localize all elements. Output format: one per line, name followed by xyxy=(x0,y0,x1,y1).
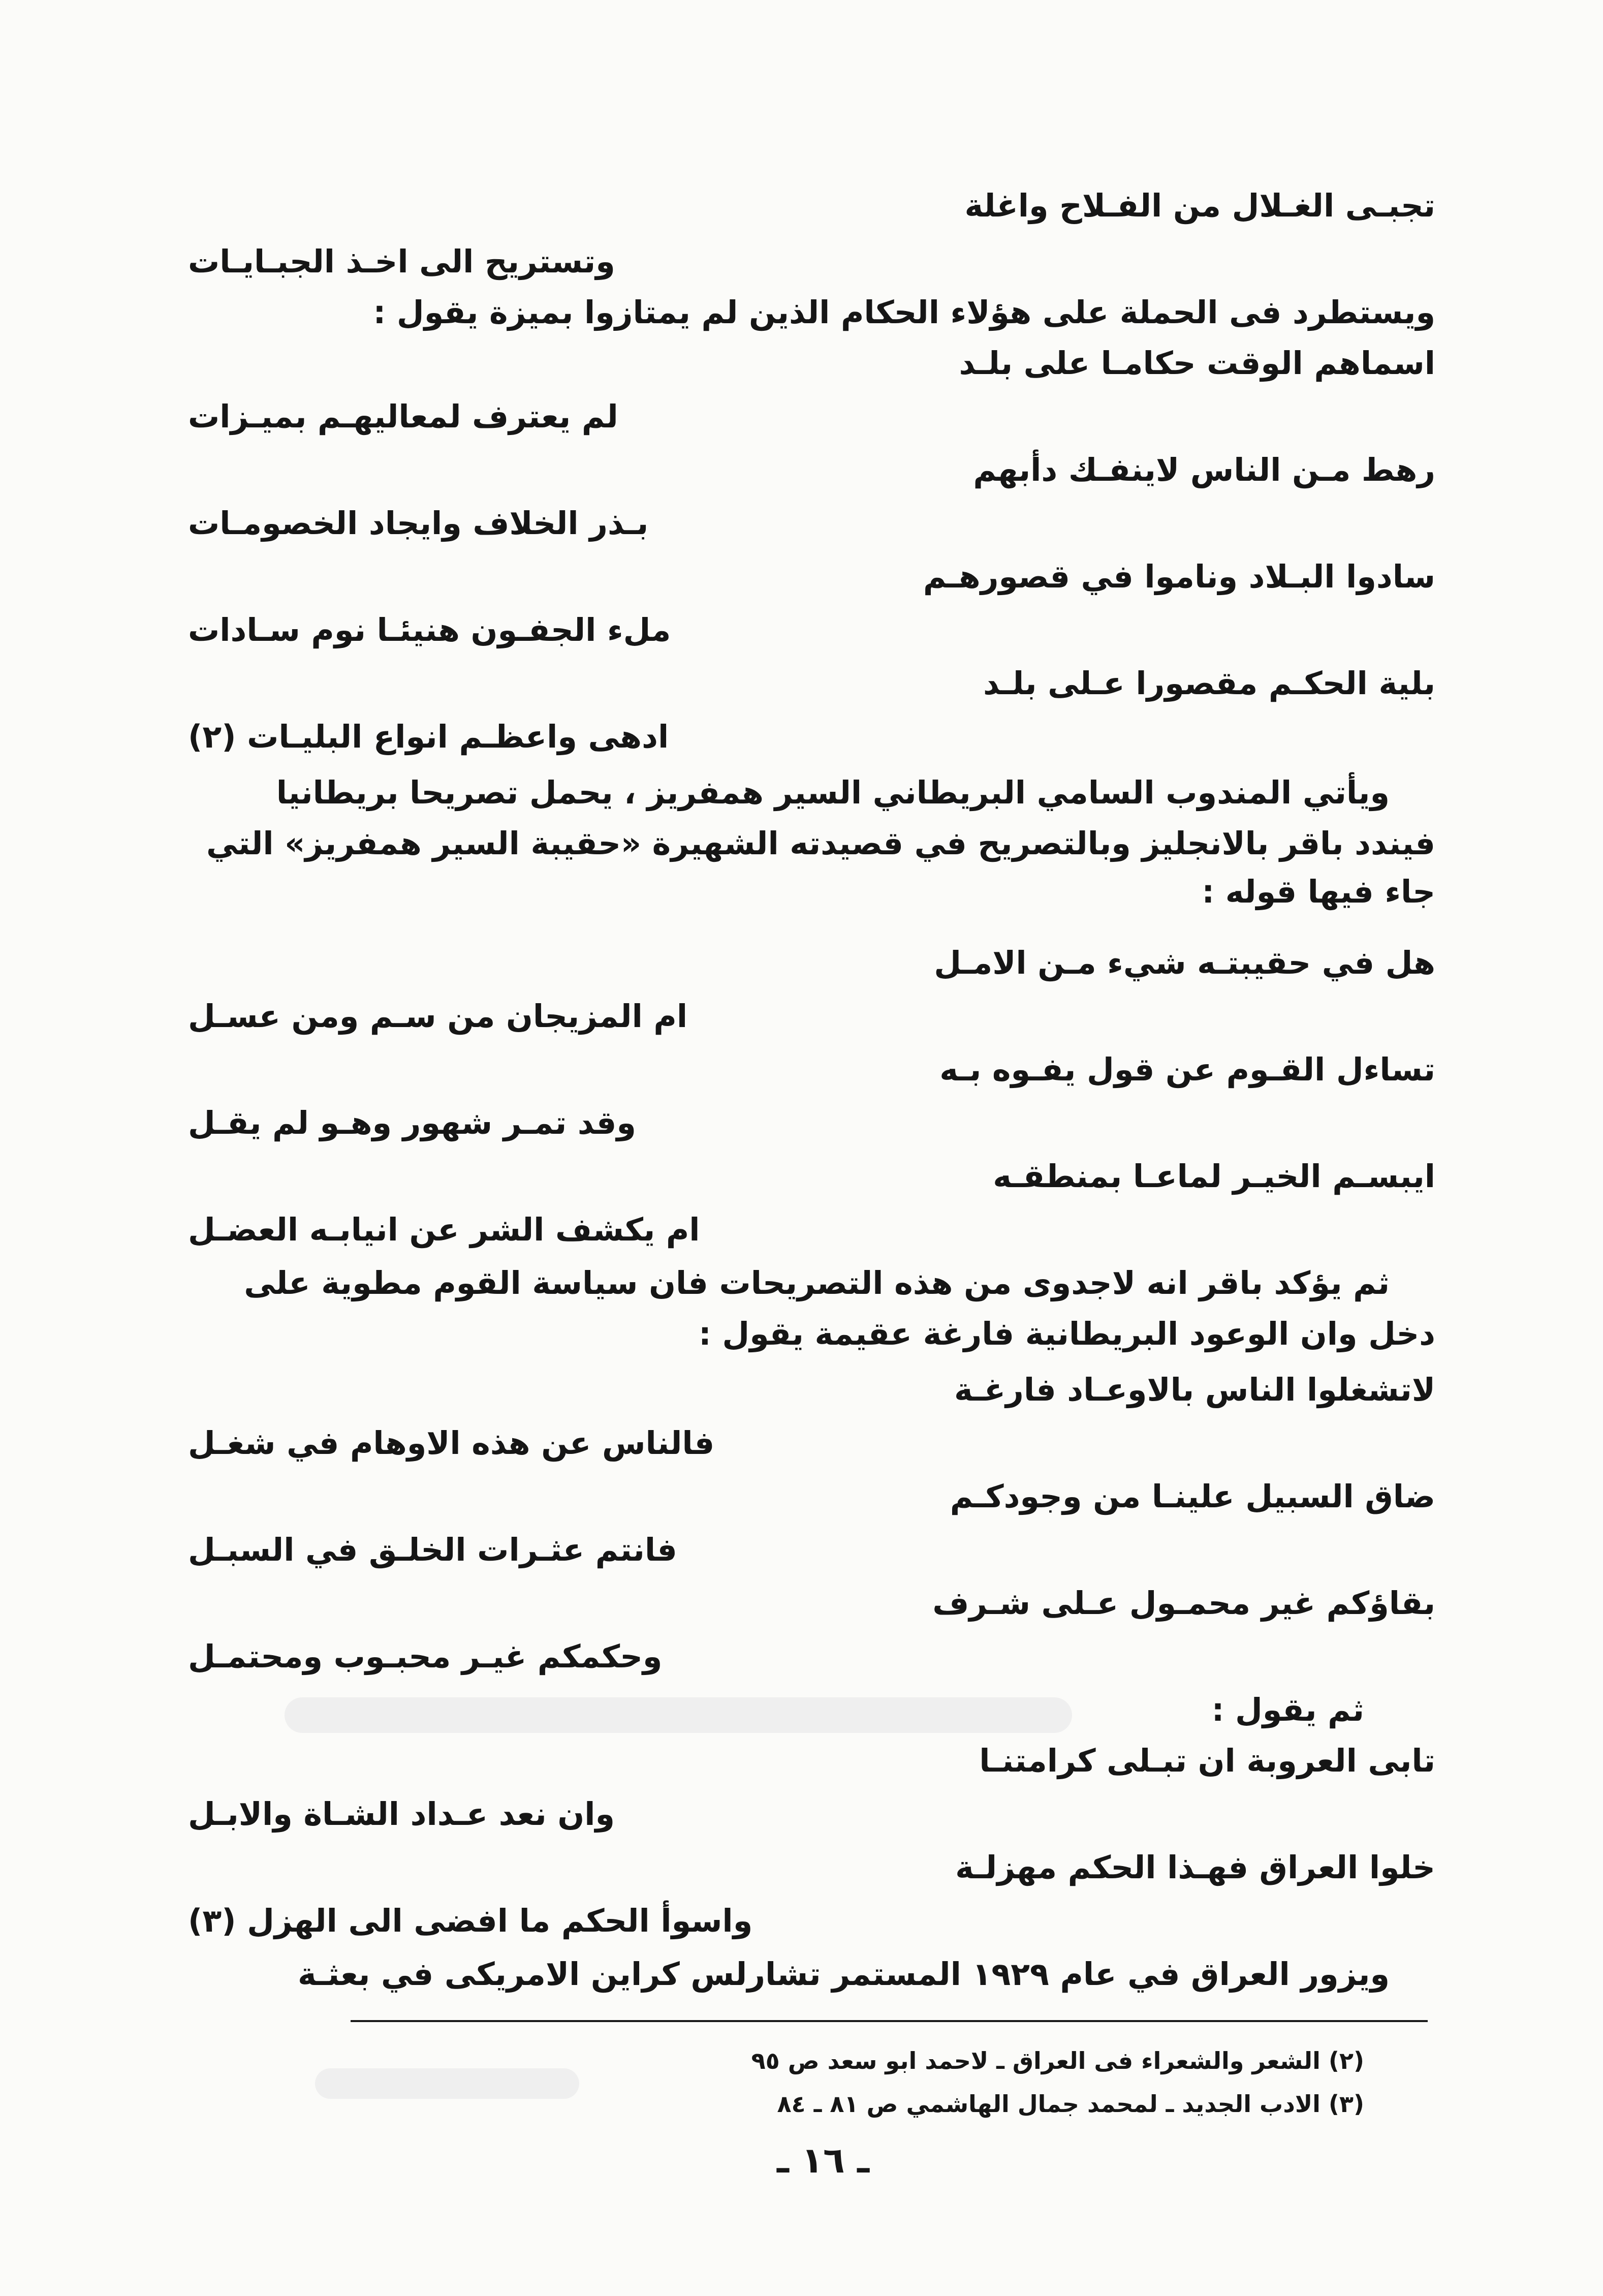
paragraph-line: فيندد باقر بالانجليز وبالتصريح في قصيدته الشهيرة «حقيبة السير همفريز» التي xyxy=(206,825,1435,862)
verse-line: اسماهم الوقت حكامـا على بلـد xyxy=(959,345,1435,382)
verse-line: فالناس عن هذه الاوهام في شغـل xyxy=(188,1424,715,1462)
verse-line: ايبسـم الخيـر لماعـا بمنطقـه xyxy=(993,1158,1435,1195)
verse-line: بـذر الخلاف وايجاد الخصومـات xyxy=(188,505,649,542)
verse-line: وان نعد عـداد الشـاة والابـل xyxy=(188,1795,615,1833)
paragraph-line: ويزور العراق في عام ١٩٢٩ المستمر تشارلس كراين الامريكى في بعثـة xyxy=(297,1956,1390,1993)
paragraph-line: ويستطرد فى الحملة على هؤلاء الحكام الذين لم يمتازوا بميزة يقول : xyxy=(373,294,1435,331)
verse-line: تساءل القـوم عن قول يفـوه بـه xyxy=(939,1051,1435,1088)
paragraph-line: دخل وان الوعود البريطانية فارغة عقيمة يقول : xyxy=(699,1315,1435,1352)
scan-smudge xyxy=(315,2068,579,2099)
verse-line: بلية الحكـم مقصورا عـلى بلـد xyxy=(983,665,1435,702)
verse-line: لاتشغلوا الناس بالاوعـاد فارغـة xyxy=(954,1371,1435,1408)
paragraph-line: ثم يقول : xyxy=(1211,1691,1364,1728)
verse-line: هل في حقيبتـه شيء مـن الامـل xyxy=(934,944,1435,981)
verse-line: لم يعترف لمعاليهـم بميـزات xyxy=(188,398,618,435)
verse-line: ام المزيجان من سـم ومن عسـل xyxy=(188,998,688,1035)
verse-line: سادوا البـلاد وناموا في قصورهـم xyxy=(923,558,1435,595)
verse-line: بقاؤكم غير محمـول عـلى شـرف xyxy=(932,1585,1435,1622)
verse-line: وقد تمـر شهور وهـو لم يقـل xyxy=(188,1104,636,1141)
footnote: (٣) الادب الجديد ـ لمحمد جمال الهاشمي ص ٨١ ـ ٨٤ xyxy=(777,2090,1364,2118)
verse-line: تابى العروبة ان تبـلى كرامتنـا xyxy=(979,1742,1435,1779)
verse-line: ادهى واعظـم انواع البليـات (٢) xyxy=(188,718,669,755)
verse-line: ملء الجفـون هنيئـا نوم سـادات xyxy=(188,611,671,648)
verse-line: خلوا العراق فهـذا الحكم مهزلـة xyxy=(955,1849,1435,1886)
verse-line: فانتم عثـرات الخلـق في السبـل xyxy=(188,1531,677,1568)
verse-line: ام يكشف الشر عن انيابـه العضـل xyxy=(188,1211,700,1248)
page-number: ـ ١٦ ـ xyxy=(776,2139,870,2181)
verse-line: وتستريح الى اخـذ الجبـايـات xyxy=(188,243,615,280)
paragraph-line: ويأتي المندوب السامي البريطاني السير همفريز ، يحمل تصريحا بريطانيا xyxy=(276,774,1390,811)
verse-line: واسوأ الحكم ما افضى الى الهزل (٣) xyxy=(188,1902,753,1939)
verse-line: وحكمكم غيـر محبـوب ومحتمـل xyxy=(188,1638,663,1675)
scan-smudge xyxy=(285,1697,1072,1733)
footnote-divider xyxy=(351,2020,1428,2022)
paragraph-line: ثم يؤكد باقر انه لاجدوى من هذه التصريحات فان سياسة القوم مطوية على xyxy=(244,1264,1390,1301)
verse-line: ضاق السبيل علينـا من وجودكـم xyxy=(950,1478,1435,1515)
verse-line: رهط مـن الناس لاينفـك دأبهم xyxy=(973,451,1435,488)
verse-line: تجبـى الغـلال من الفـلاح واغلة xyxy=(964,187,1435,224)
footnote: (٢) الشعر والشعراء فى العراق ـ لاحمد ابو سعد ص ٩٥ xyxy=(751,2047,1364,2074)
paragraph-line: جاء فيها قوله : xyxy=(1202,873,1435,910)
